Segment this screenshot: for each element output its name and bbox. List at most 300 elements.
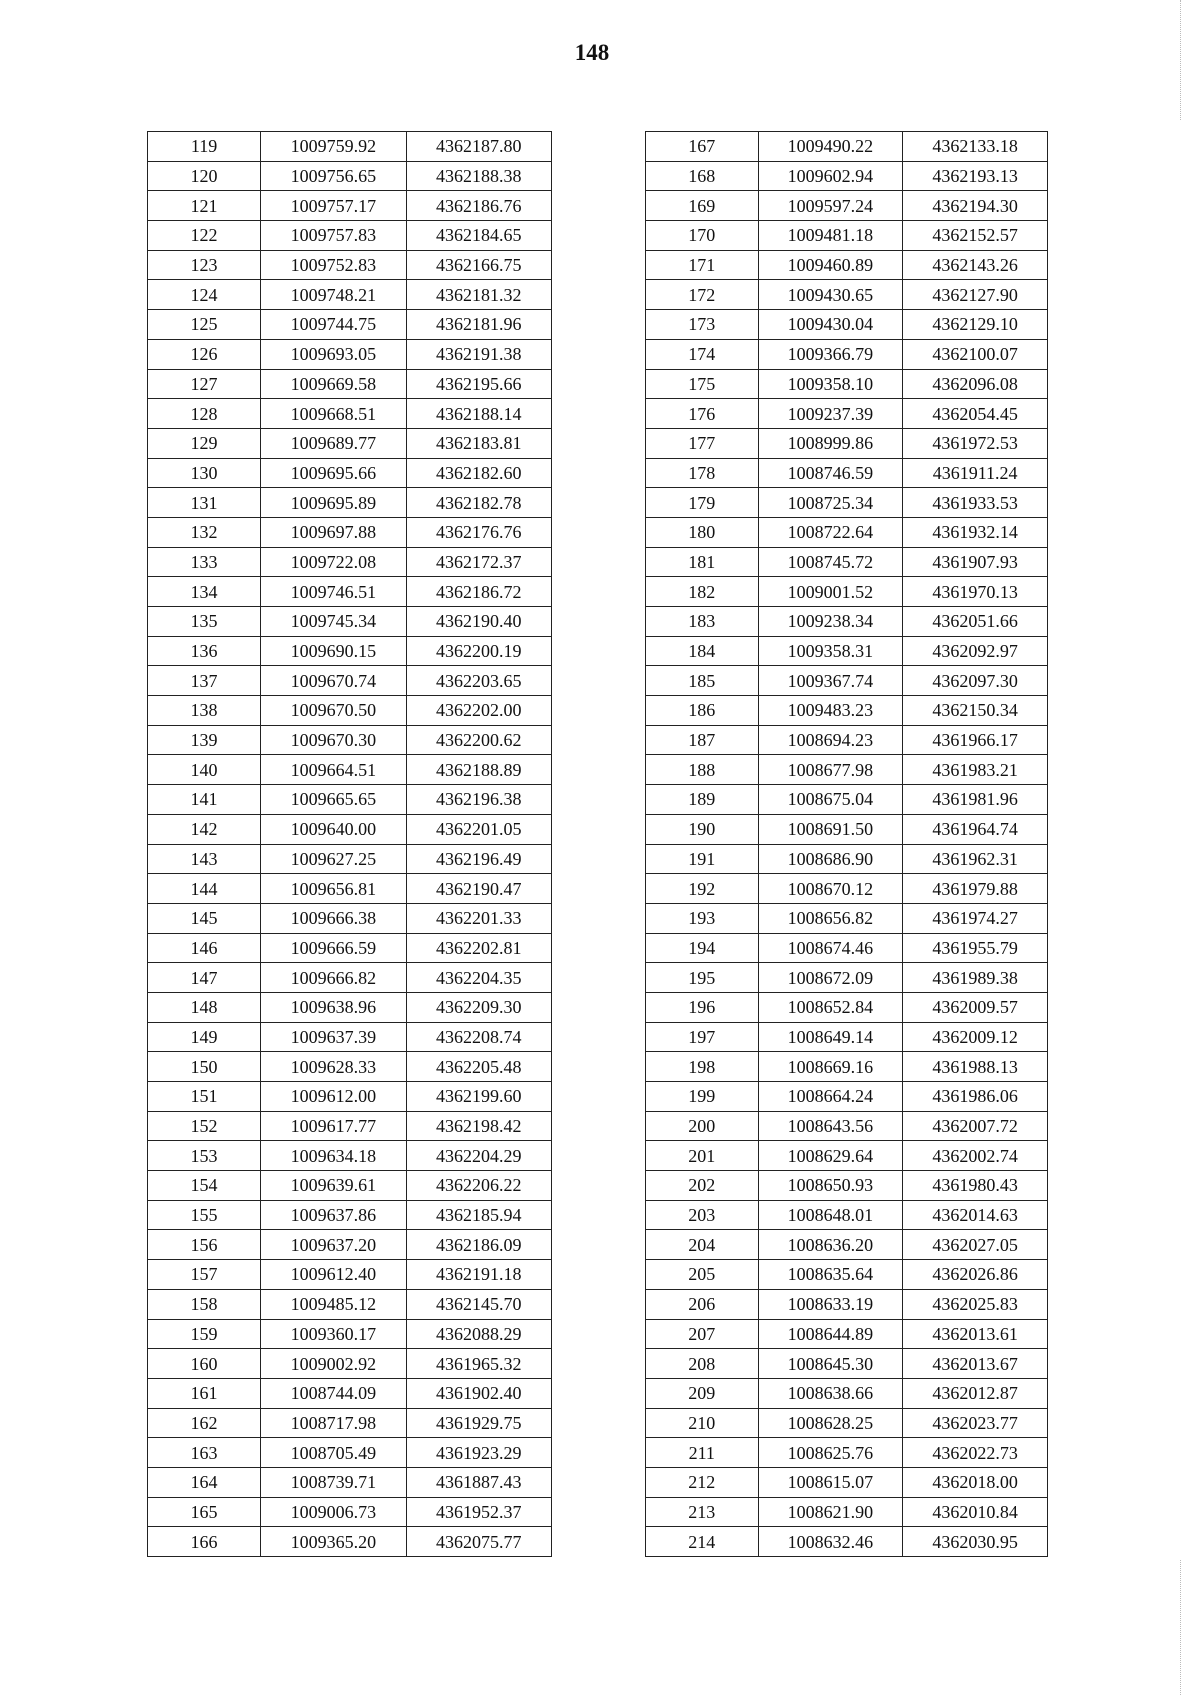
point-id-cell: 119 xyxy=(148,132,261,162)
x-coordinate-cell: 1009666.82 xyxy=(261,963,406,993)
x-coordinate-cell: 1009612.40 xyxy=(261,1260,406,1290)
table-row xyxy=(148,1408,552,1438)
y-coordinate-cell: 4362191.38 xyxy=(406,339,551,369)
x-coordinate-cell: 1009669.58 xyxy=(261,369,406,399)
x-coordinate-cell: 1009358.31 xyxy=(758,636,903,666)
x-coordinate-cell: 1009664.51 xyxy=(261,755,406,785)
point-id-cell: 127 xyxy=(148,369,261,399)
x-coordinate-cell: 1008621.90 xyxy=(758,1497,903,1527)
table-row xyxy=(646,1319,1048,1349)
point-id-cell: 155 xyxy=(148,1200,261,1230)
table-row xyxy=(148,191,552,221)
x-coordinate-cell: 1009757.17 xyxy=(261,191,406,221)
y-coordinate-cell: 4362202.81 xyxy=(406,933,551,963)
point-id-cell: 163 xyxy=(148,1438,261,1468)
table-row xyxy=(646,1438,1048,1468)
table-row xyxy=(148,547,552,577)
x-coordinate-cell: 1009697.88 xyxy=(261,517,406,547)
y-coordinate-cell: 4362208.74 xyxy=(406,1022,551,1052)
table-row xyxy=(148,1111,552,1141)
y-coordinate-cell: 4362181.96 xyxy=(406,310,551,340)
point-id-cell: 172 xyxy=(646,280,759,310)
table-row xyxy=(646,1378,1048,1408)
y-coordinate-cell: 4362100.07 xyxy=(903,339,1048,369)
x-coordinate-cell: 1009693.05 xyxy=(261,339,406,369)
y-coordinate-cell: 4362204.29 xyxy=(406,1141,551,1171)
y-coordinate-cell: 4362013.61 xyxy=(903,1319,1048,1349)
x-coordinate-cell: 1008656.82 xyxy=(758,903,903,933)
table-row xyxy=(148,963,552,993)
point-id-cell: 153 xyxy=(148,1141,261,1171)
point-id-cell: 141 xyxy=(148,785,261,815)
table-row xyxy=(646,1289,1048,1319)
x-coordinate-cell: 1009666.59 xyxy=(261,933,406,963)
y-coordinate-cell: 4362026.86 xyxy=(903,1260,1048,1290)
table-row xyxy=(646,1022,1048,1052)
y-coordinate-cell: 4361974.27 xyxy=(903,903,1048,933)
point-id-cell: 123 xyxy=(148,250,261,280)
table-row xyxy=(646,844,1048,874)
y-coordinate-cell: 4362145.70 xyxy=(406,1289,551,1319)
x-coordinate-cell: 1009485.12 xyxy=(261,1289,406,1319)
x-coordinate-cell: 1009460.89 xyxy=(758,250,903,280)
x-coordinate-cell: 1008705.49 xyxy=(261,1438,406,1468)
y-coordinate-cell: 4361983.21 xyxy=(903,755,1048,785)
x-coordinate-cell: 1008744.09 xyxy=(261,1378,406,1408)
point-id-cell: 122 xyxy=(148,221,261,251)
page-number: 148 xyxy=(574,40,610,65)
point-id-cell: 178 xyxy=(646,458,759,488)
point-id-cell: 147 xyxy=(148,963,261,993)
y-coordinate-cell: 4362054.45 xyxy=(903,399,1048,429)
point-id-cell: 125 xyxy=(148,310,261,340)
y-coordinate-cell: 4362186.09 xyxy=(406,1230,551,1260)
y-coordinate-cell: 4361952.37 xyxy=(406,1497,551,1527)
table-row xyxy=(148,1260,552,1290)
y-coordinate-cell: 4362204.35 xyxy=(406,963,551,993)
point-id-cell: 130 xyxy=(148,458,261,488)
point-id-cell: 143 xyxy=(148,844,261,874)
y-coordinate-cell: 4362097.30 xyxy=(903,666,1048,696)
table-row xyxy=(148,1082,552,1112)
point-id-cell: 149 xyxy=(148,1022,261,1052)
point-id-cell: 173 xyxy=(646,310,759,340)
point-id-cell: 175 xyxy=(646,369,759,399)
x-coordinate-cell: 1008635.64 xyxy=(758,1260,903,1290)
x-coordinate-cell: 1008669.16 xyxy=(758,1052,903,1082)
y-coordinate-cell: 4361966.17 xyxy=(903,725,1048,755)
y-coordinate-cell: 4361979.88 xyxy=(903,874,1048,904)
table-row xyxy=(646,814,1048,844)
table-row xyxy=(646,874,1048,904)
point-id-cell: 159 xyxy=(148,1319,261,1349)
x-coordinate-cell: 1009640.00 xyxy=(261,814,406,844)
point-id-cell: 165 xyxy=(148,1497,261,1527)
y-coordinate-cell: 4362182.78 xyxy=(406,488,551,518)
x-coordinate-cell: 1009358.10 xyxy=(758,369,903,399)
x-coordinate-cell: 1009627.25 xyxy=(261,844,406,874)
table-row xyxy=(646,1260,1048,1290)
y-coordinate-cell: 4361962.31 xyxy=(903,844,1048,874)
point-id-cell: 144 xyxy=(148,874,261,904)
point-id-cell: 174 xyxy=(646,339,759,369)
x-coordinate-cell: 1009481.18 xyxy=(758,221,903,251)
y-coordinate-cell: 4362027.05 xyxy=(903,1230,1048,1260)
y-coordinate-cell: 4361933.53 xyxy=(903,488,1048,518)
x-coordinate-cell: 1008717.98 xyxy=(261,1408,406,1438)
x-coordinate-cell: 1008629.64 xyxy=(758,1141,903,1171)
point-id-cell: 148 xyxy=(148,992,261,1022)
x-coordinate-cell: 1009597.24 xyxy=(758,191,903,221)
y-coordinate-cell: 4361972.53 xyxy=(903,428,1048,458)
x-coordinate-cell: 1009670.30 xyxy=(261,725,406,755)
scan-edge-mark xyxy=(1180,1560,1181,1695)
y-coordinate-cell: 4362203.65 xyxy=(406,666,551,696)
y-coordinate-cell: 4362186.72 xyxy=(406,577,551,607)
x-coordinate-cell: 1008645.30 xyxy=(758,1349,903,1379)
y-coordinate-cell: 4362009.57 xyxy=(903,992,1048,1022)
point-id-cell: 183 xyxy=(646,607,759,637)
table-row xyxy=(148,577,552,607)
y-coordinate-cell: 4362012.87 xyxy=(903,1378,1048,1408)
table-row xyxy=(148,132,552,162)
point-id-cell: 170 xyxy=(646,221,759,251)
table-row xyxy=(646,1408,1048,1438)
y-coordinate-cell: 4362002.74 xyxy=(903,1141,1048,1171)
x-coordinate-cell: 1009656.81 xyxy=(261,874,406,904)
table-row xyxy=(646,607,1048,637)
point-id-cell: 187 xyxy=(646,725,759,755)
y-coordinate-cell: 4361970.13 xyxy=(903,577,1048,607)
point-id-cell: 150 xyxy=(148,1052,261,1082)
table-row xyxy=(646,1467,1048,1497)
x-coordinate-cell: 1009695.89 xyxy=(261,488,406,518)
y-coordinate-cell: 4362196.49 xyxy=(406,844,551,874)
point-id-cell: 146 xyxy=(148,933,261,963)
x-coordinate-cell: 1008644.89 xyxy=(758,1319,903,1349)
table-row xyxy=(646,696,1048,726)
table-row xyxy=(646,1141,1048,1171)
table-row xyxy=(646,1497,1048,1527)
point-id-cell: 195 xyxy=(646,963,759,993)
table-row xyxy=(646,1082,1048,1112)
y-coordinate-cell: 4362198.42 xyxy=(406,1111,551,1141)
table-row xyxy=(646,547,1048,577)
point-id-cell: 139 xyxy=(148,725,261,755)
y-coordinate-cell: 4362190.47 xyxy=(406,874,551,904)
x-coordinate-cell: 1009237.39 xyxy=(758,399,903,429)
x-coordinate-cell: 1009617.77 xyxy=(261,1111,406,1141)
point-id-cell: 168 xyxy=(646,161,759,191)
x-coordinate-cell: 1009002.92 xyxy=(261,1349,406,1379)
x-coordinate-cell: 1008664.24 xyxy=(758,1082,903,1112)
table-row xyxy=(148,785,552,815)
y-coordinate-cell: 4362188.14 xyxy=(406,399,551,429)
coordinate-table-right xyxy=(645,131,1048,1557)
table-row xyxy=(148,844,552,874)
table-row xyxy=(148,933,552,963)
x-coordinate-cell: 1009748.21 xyxy=(261,280,406,310)
x-coordinate-cell: 1009367.74 xyxy=(758,666,903,696)
table-row xyxy=(646,1527,1048,1557)
point-id-cell: 154 xyxy=(148,1171,261,1201)
y-coordinate-cell: 4362201.05 xyxy=(406,814,551,844)
table-row xyxy=(646,488,1048,518)
x-coordinate-cell: 1008615.07 xyxy=(758,1467,903,1497)
point-id-cell: 193 xyxy=(646,903,759,933)
y-coordinate-cell: 4361887.43 xyxy=(406,1467,551,1497)
point-id-cell: 136 xyxy=(148,636,261,666)
x-coordinate-cell: 1008670.12 xyxy=(758,874,903,904)
point-id-cell: 203 xyxy=(646,1200,759,1230)
x-coordinate-cell: 1009430.65 xyxy=(758,280,903,310)
coordinate-table-left xyxy=(147,131,552,1557)
coordinate-table-right-body xyxy=(646,132,1048,1557)
point-id-cell: 210 xyxy=(646,1408,759,1438)
table-row xyxy=(646,636,1048,666)
x-coordinate-cell: 1009746.51 xyxy=(261,577,406,607)
y-coordinate-cell: 4362182.60 xyxy=(406,458,551,488)
x-coordinate-cell: 1009637.39 xyxy=(261,1022,406,1052)
x-coordinate-cell: 1008648.01 xyxy=(758,1200,903,1230)
coordinate-table-left-body xyxy=(148,132,552,1557)
table-row xyxy=(148,755,552,785)
point-id-cell: 198 xyxy=(646,1052,759,1082)
x-coordinate-cell: 1009665.65 xyxy=(261,785,406,815)
y-coordinate-cell: 4361980.43 xyxy=(903,1171,1048,1201)
point-id-cell: 142 xyxy=(148,814,261,844)
point-id-cell: 135 xyxy=(148,607,261,637)
point-id-cell: 164 xyxy=(148,1467,261,1497)
point-id-cell: 202 xyxy=(646,1171,759,1201)
x-coordinate-cell: 1008643.56 xyxy=(758,1111,903,1141)
y-coordinate-cell: 4362009.12 xyxy=(903,1022,1048,1052)
x-coordinate-cell: 1009612.00 xyxy=(261,1082,406,1112)
y-coordinate-cell: 4362185.94 xyxy=(406,1200,551,1230)
point-id-cell: 133 xyxy=(148,547,261,577)
table-row xyxy=(148,1141,552,1171)
x-coordinate-cell: 1008691.50 xyxy=(758,814,903,844)
point-id-cell: 169 xyxy=(646,191,759,221)
x-coordinate-cell: 1008649.14 xyxy=(758,1022,903,1052)
point-id-cell: 145 xyxy=(148,903,261,933)
x-coordinate-cell: 1008739.71 xyxy=(261,1467,406,1497)
table-row xyxy=(148,903,552,933)
x-coordinate-cell: 1009637.86 xyxy=(261,1200,406,1230)
table-row xyxy=(148,1022,552,1052)
x-coordinate-cell: 1009365.20 xyxy=(261,1527,406,1557)
point-id-cell: 131 xyxy=(148,488,261,518)
table-row xyxy=(148,666,552,696)
point-id-cell: 199 xyxy=(646,1082,759,1112)
y-coordinate-cell: 4362188.89 xyxy=(406,755,551,785)
point-id-cell: 188 xyxy=(646,755,759,785)
table-row xyxy=(148,874,552,904)
y-coordinate-cell: 4362200.62 xyxy=(406,725,551,755)
x-coordinate-cell: 1008632.46 xyxy=(758,1527,903,1557)
y-coordinate-cell: 4362129.10 xyxy=(903,310,1048,340)
table-row xyxy=(646,1171,1048,1201)
x-coordinate-cell: 1009752.83 xyxy=(261,250,406,280)
table-row xyxy=(646,399,1048,429)
table-row xyxy=(148,1171,552,1201)
table-row xyxy=(148,607,552,637)
x-coordinate-cell: 1008999.86 xyxy=(758,428,903,458)
x-coordinate-cell: 1009006.73 xyxy=(261,1497,406,1527)
y-coordinate-cell: 4362133.18 xyxy=(903,132,1048,162)
y-coordinate-cell: 4362195.66 xyxy=(406,369,551,399)
point-id-cell: 166 xyxy=(148,1527,261,1557)
x-coordinate-cell: 1009430.04 xyxy=(758,310,903,340)
y-coordinate-cell: 4362187.80 xyxy=(406,132,551,162)
table-row xyxy=(148,1378,552,1408)
x-coordinate-cell: 1009602.94 xyxy=(758,161,903,191)
x-coordinate-cell: 1008686.90 xyxy=(758,844,903,874)
point-id-cell: 134 xyxy=(148,577,261,607)
y-coordinate-cell: 4362150.34 xyxy=(903,696,1048,726)
y-coordinate-cell: 4362051.66 xyxy=(903,607,1048,637)
point-id-cell: 214 xyxy=(646,1527,759,1557)
table-row xyxy=(646,992,1048,1022)
y-coordinate-cell: 4362202.00 xyxy=(406,696,551,726)
y-coordinate-cell: 4362025.83 xyxy=(903,1289,1048,1319)
x-coordinate-cell: 1008650.93 xyxy=(758,1171,903,1201)
point-id-cell: 191 xyxy=(646,844,759,874)
point-id-cell: 137 xyxy=(148,666,261,696)
point-id-cell: 128 xyxy=(148,399,261,429)
x-coordinate-cell: 1009668.51 xyxy=(261,399,406,429)
table-row xyxy=(148,992,552,1022)
y-coordinate-cell: 4361955.79 xyxy=(903,933,1048,963)
table-row xyxy=(646,369,1048,399)
y-coordinate-cell: 4361929.75 xyxy=(406,1408,551,1438)
point-id-cell: 181 xyxy=(646,547,759,577)
x-coordinate-cell: 1008746.59 xyxy=(758,458,903,488)
x-coordinate-cell: 1008677.98 xyxy=(758,755,903,785)
y-coordinate-cell: 4361981.96 xyxy=(903,785,1048,815)
y-coordinate-cell: 4362184.65 xyxy=(406,221,551,251)
point-id-cell: 204 xyxy=(646,1230,759,1260)
y-coordinate-cell: 4362010.84 xyxy=(903,1497,1048,1527)
x-coordinate-cell: 1009634.18 xyxy=(261,1141,406,1171)
table-row xyxy=(148,517,552,547)
table-row xyxy=(148,1438,552,1468)
table-row xyxy=(148,428,552,458)
table-row xyxy=(148,1497,552,1527)
table-row xyxy=(646,221,1048,251)
point-id-cell: 161 xyxy=(148,1378,261,1408)
point-id-cell: 182 xyxy=(646,577,759,607)
x-coordinate-cell: 1008633.19 xyxy=(758,1289,903,1319)
point-id-cell: 213 xyxy=(646,1497,759,1527)
point-id-cell: 206 xyxy=(646,1289,759,1319)
table-row xyxy=(646,280,1048,310)
point-id-cell: 177 xyxy=(646,428,759,458)
y-coordinate-cell: 4362206.22 xyxy=(406,1171,551,1201)
table-row xyxy=(646,310,1048,340)
y-coordinate-cell: 4361965.32 xyxy=(406,1349,551,1379)
table-row xyxy=(148,1052,552,1082)
table-row xyxy=(148,250,552,280)
point-id-cell: 129 xyxy=(148,428,261,458)
y-coordinate-cell: 4362191.18 xyxy=(406,1260,551,1290)
table-row xyxy=(646,458,1048,488)
table-row xyxy=(646,1200,1048,1230)
table-row xyxy=(646,666,1048,696)
point-id-cell: 184 xyxy=(646,636,759,666)
y-coordinate-cell: 4361907.93 xyxy=(903,547,1048,577)
point-id-cell: 171 xyxy=(646,250,759,280)
scan-edge-mark xyxy=(1180,0,1181,120)
table-row xyxy=(148,280,552,310)
table-row xyxy=(148,1200,552,1230)
point-id-cell: 197 xyxy=(646,1022,759,1052)
y-coordinate-cell: 4362143.26 xyxy=(903,250,1048,280)
table-row xyxy=(148,814,552,844)
x-coordinate-cell: 1009670.50 xyxy=(261,696,406,726)
x-coordinate-cell: 1008652.84 xyxy=(758,992,903,1022)
point-id-cell: 132 xyxy=(148,517,261,547)
y-coordinate-cell: 4362186.76 xyxy=(406,191,551,221)
y-coordinate-cell: 4361989.38 xyxy=(903,963,1048,993)
y-coordinate-cell: 4361923.29 xyxy=(406,1438,551,1468)
table-row xyxy=(148,1289,552,1319)
x-coordinate-cell: 1009689.77 xyxy=(261,428,406,458)
x-coordinate-cell: 1008625.76 xyxy=(758,1438,903,1468)
point-id-cell: 209 xyxy=(646,1378,759,1408)
table-row xyxy=(646,1230,1048,1260)
point-id-cell: 196 xyxy=(646,992,759,1022)
x-coordinate-cell: 1009670.74 xyxy=(261,666,406,696)
x-coordinate-cell: 1009628.33 xyxy=(261,1052,406,1082)
y-coordinate-cell: 4362188.38 xyxy=(406,161,551,191)
x-coordinate-cell: 1008675.04 xyxy=(758,785,903,815)
point-id-cell: 200 xyxy=(646,1111,759,1141)
y-coordinate-cell: 4362181.32 xyxy=(406,280,551,310)
x-coordinate-cell: 1008638.66 xyxy=(758,1378,903,1408)
x-coordinate-cell: 1009744.75 xyxy=(261,310,406,340)
x-coordinate-cell: 1009637.20 xyxy=(261,1230,406,1260)
y-coordinate-cell: 4362096.08 xyxy=(903,369,1048,399)
y-coordinate-cell: 4362007.72 xyxy=(903,1111,1048,1141)
point-id-cell: 185 xyxy=(646,666,759,696)
point-id-cell: 180 xyxy=(646,517,759,547)
table-row xyxy=(148,696,552,726)
point-id-cell: 124 xyxy=(148,280,261,310)
y-coordinate-cell: 4362014.63 xyxy=(903,1200,1048,1230)
point-id-cell: 205 xyxy=(646,1260,759,1290)
point-id-cell: 157 xyxy=(148,1260,261,1290)
x-coordinate-cell: 1009001.52 xyxy=(758,577,903,607)
y-coordinate-cell: 4362092.97 xyxy=(903,636,1048,666)
table-row xyxy=(148,1319,552,1349)
y-coordinate-cell: 4362183.81 xyxy=(406,428,551,458)
point-id-cell: 162 xyxy=(148,1408,261,1438)
y-coordinate-cell: 4362075.77 xyxy=(406,1527,551,1557)
y-coordinate-cell: 4362127.90 xyxy=(903,280,1048,310)
y-coordinate-cell: 4362166.75 xyxy=(406,250,551,280)
point-id-cell: 189 xyxy=(646,785,759,815)
point-id-cell: 194 xyxy=(646,933,759,963)
table-row xyxy=(646,963,1048,993)
point-id-cell: 126 xyxy=(148,339,261,369)
point-id-cell: 167 xyxy=(646,132,759,162)
point-id-cell: 152 xyxy=(148,1111,261,1141)
point-id-cell: 121 xyxy=(148,191,261,221)
x-coordinate-cell: 1009238.34 xyxy=(758,607,903,637)
table-row xyxy=(646,755,1048,785)
y-coordinate-cell: 4362088.29 xyxy=(406,1319,551,1349)
